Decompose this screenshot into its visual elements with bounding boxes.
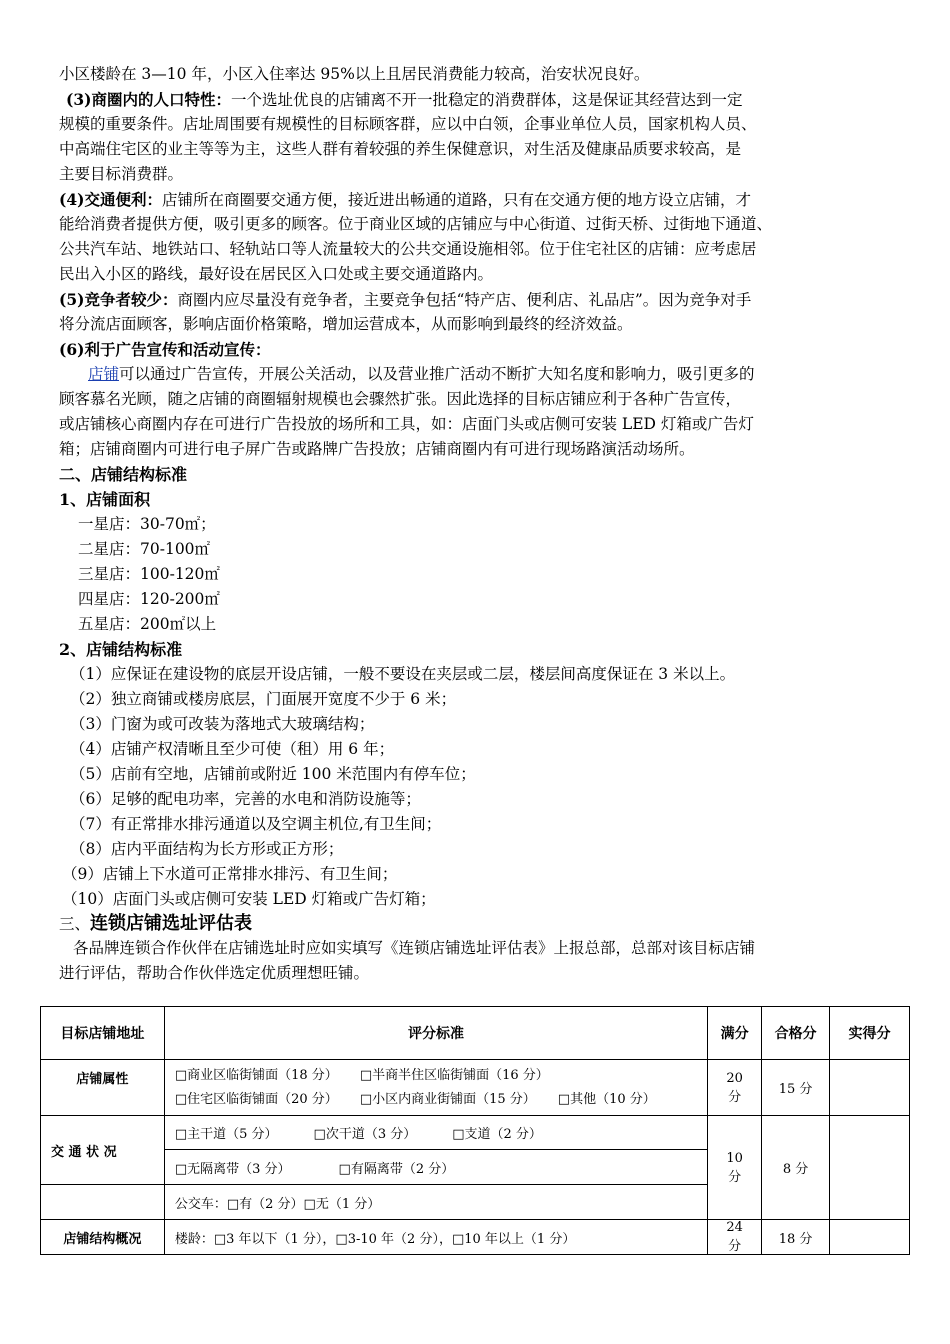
paragraph-line: 各品牌连锁合作伙伴在店铺选址时应如实填写《连锁店铺选址评估表》上报总部，总部对该目标店铺 <box>73 939 756 957</box>
paragraph-line: 民出入小区的路线，最好设在居民区入口处或主要交通道路内。 <box>59 265 494 283</box>
structure-item: （10）店面门头或店侧可安装 LED 灯箱或广告灯箱； <box>62 890 436 908</box>
criteria-traffic-divider <box>164 1150 707 1185</box>
paragraph-population <box>66 87 906 113</box>
star-item: 二星店：70-100㎡ <box>78 540 211 558</box>
evaluation-table <box>40 1006 910 1255</box>
row-label-property: 店铺属性 <box>41 1060 165 1116</box>
pass-score: 8 分 <box>762 1116 830 1220</box>
paragraph-line: 店铺所在商圈要交通方便，接近进出畅通的道路，只有在交通方便的地方设立店铺，才 <box>161 191 751 209</box>
heading-traffic: (4)交通便利： <box>59 190 162 209</box>
table-row <box>41 1116 910 1150</box>
header-full-score: 满分 <box>708 1007 762 1060</box>
option-checkbox[interactable]: □支道（2 分） <box>452 1127 542 1142</box>
structure-item: （3）门窗为或可改装为落地式大玻璃结构； <box>70 715 375 733</box>
paragraph-advertising <box>88 362 928 387</box>
paragraph-line: 可以通过广告宣传，开展公关活动，以及营业推广活动不断扩大知名度和影响力，吸引更多的 <box>119 365 755 383</box>
structure-item: （1）应保证在建设物的底层开设店铺，一般不要设在夹层或二层，楼层间高度保证在 3 米以上。 <box>70 665 736 683</box>
option-checkbox[interactable]: □无隔离带（3 分） <box>174 1161 291 1177</box>
structure-item: （6）足够的配电功率，完善的水电和消防设施等； <box>70 790 421 808</box>
subsection-title-structure: 2、店铺结构标准 <box>59 640 183 659</box>
paragraph-line: 小区楼龄在 3—10 年，小区入住率达 95%以上且居民消费能力较高，治安状况良好。 <box>59 65 650 83</box>
section-title-text: 连锁店铺选址评估表 <box>90 913 253 934</box>
structure-item: （8）店内平面结构为长方形或正方形； <box>70 840 344 858</box>
heading-advertising: (6)利于广告宣传和活动宣传： <box>59 340 271 359</box>
paragraph-line: 箱；店铺商圈内可进行电子屏广告或路牌广告投放；店铺商圈内有可进行现场路演活动场所。 <box>59 440 695 458</box>
star-item: 五星店：200㎡以上 <box>78 615 217 633</box>
paragraph-line: 公共汽车站、地铁站口、轻轨站口等人流量较大的公共交通设施相邻。位于住宅社区的店铺：应考虑居 <box>59 240 757 258</box>
criteria-traffic-bus: 公交车：□有（2 分）□无（1 分） <box>164 1185 707 1220</box>
structure-item: （4）店铺产权清晰且至少可使（租）用 6 年； <box>70 740 395 758</box>
header-criteria: 评分标准 <box>164 1007 707 1060</box>
paragraph-line: 进行评估，帮助合作伙伴选定优质理想旺铺。 <box>59 964 370 982</box>
heading-competitors: (5)竞争者较少： <box>59 290 178 309</box>
full-score: 20 分 <box>708 1060 762 1116</box>
section-prefix: 三、 <box>59 915 91 933</box>
paragraph-traffic <box>59 187 899 213</box>
star-item: 四星店：120-200㎡ <box>78 590 220 608</box>
option-checkbox[interactable]: □小区内商业街铺面（15 分） <box>359 1091 536 1107</box>
header-address: 目标店铺地址 <box>41 1007 165 1060</box>
actual-score-cell[interactable] <box>830 1060 910 1116</box>
structure-item: （5）店前有空地，店铺前或附近 100 米范围内有停车位； <box>70 765 476 783</box>
pass-score: 15 分 <box>762 1060 830 1116</box>
paragraph-line: 能给消费者提供方便，吸引更多的顾客。位于商业区域的店铺应与中心街道、过街天桥、过街地下通道、 <box>59 215 773 233</box>
paragraph-line: 或店铺核心商圈内存在可进行广告投放的场所和工具，如：店面门头或店侧可安装 LED 灯箱或广告灯 <box>59 415 754 433</box>
criteria-traffic-road <box>164 1116 707 1150</box>
store-link[interactable]: 店铺 <box>88 365 120 383</box>
option-checkbox[interactable]: □主干道（5 分） <box>174 1127 278 1142</box>
table-row <box>41 1220 910 1255</box>
paragraph-line: 顾客慕名光顾，随之店铺的商圈辐射规模也会骤然扩张。因此选择的目标店铺应利于各种广告宣传， <box>59 390 742 408</box>
option-checkbox[interactable]: □半商半住区临街铺面（16 分） <box>359 1067 549 1083</box>
paragraph-line: 商圈内应尽量没有竞争者，主要竞争包括“特产店、便利店、礼品店”。因为竞争对手 <box>177 291 752 309</box>
option-checkbox[interactable]: □商业区临街铺面（18 分） <box>174 1067 338 1083</box>
paragraph-line: 一个选址优良的店铺离不开一批稳定的消费群体，这是保证其经营达到一定 <box>230 91 743 109</box>
table-header-row <box>41 1007 910 1060</box>
paragraph-competitors <box>59 287 899 313</box>
option-checkbox[interactable]: □次干道（3 分） <box>313 1127 417 1142</box>
actual-score-cell[interactable] <box>830 1220 910 1255</box>
paragraph-line: 规模的重要条件。店址周围要有规模性的目标顾客群，应以中白领，企事业单位人员，国家机构人员、 <box>59 115 757 133</box>
full-score: 10 分 <box>708 1116 762 1220</box>
pass-score: 18 分 <box>762 1220 830 1255</box>
heading-population: (3)商圈内的人口特性： <box>66 90 231 109</box>
option-checkbox[interactable]: □有隔离带（2 分） <box>338 1161 455 1177</box>
paragraph-line: 主要目标消费群。 <box>59 165 184 183</box>
section-title-evaluation <box>59 911 899 937</box>
row-label-empty <box>41 1185 165 1220</box>
paragraph-line: 将分流店面顾客，影响店面价格策略，增加运营成本，从而影响到最终的经济效益。 <box>59 315 633 333</box>
structure-item: （9）店铺上下水道可正常排水排污、有卫生间； <box>62 865 398 883</box>
header-pass-score: 合格分 <box>762 1007 830 1060</box>
structure-item: （7）有正常排水排污通道以及空调主机位,有卫生间； <box>70 815 442 833</box>
criteria-property <box>164 1060 707 1116</box>
actual-score-cell[interactable] <box>830 1116 910 1220</box>
structure-item: （2）独立商铺或楼房底层，门面展开宽度不少于 6 米； <box>70 690 457 708</box>
subsection-title-area: 1、店铺面积 <box>59 490 151 509</box>
option-checkbox[interactable]: □其他（10 分） <box>557 1091 656 1107</box>
header-actual-score: 实得分 <box>830 1007 910 1060</box>
criteria-building-age: 楼龄：□3 年以下（1 分），□3-10 年（2 分），□10 年以上（1 分） <box>164 1220 707 1255</box>
full-score: 24 分 <box>708 1220 762 1255</box>
option-checkbox[interactable]: □住宅区临街铺面（20 分） <box>174 1091 338 1107</box>
row-label-structure: 店铺结构概况 <box>41 1220 165 1255</box>
row-label-traffic: 交 通 状 况 <box>41 1116 165 1185</box>
table-row <box>41 1060 910 1116</box>
star-item: 一星店：30-70㎡； <box>78 515 216 533</box>
star-item: 三星店：100-120㎡ <box>78 565 220 583</box>
paragraph-line: 中高端住宅区的业主等等为主，这些人群有着较强的养生保健意识，对生活及健康品质要求较高，是 <box>59 140 742 158</box>
section-title-structure: 二、店铺结构标准 <box>59 465 188 484</box>
